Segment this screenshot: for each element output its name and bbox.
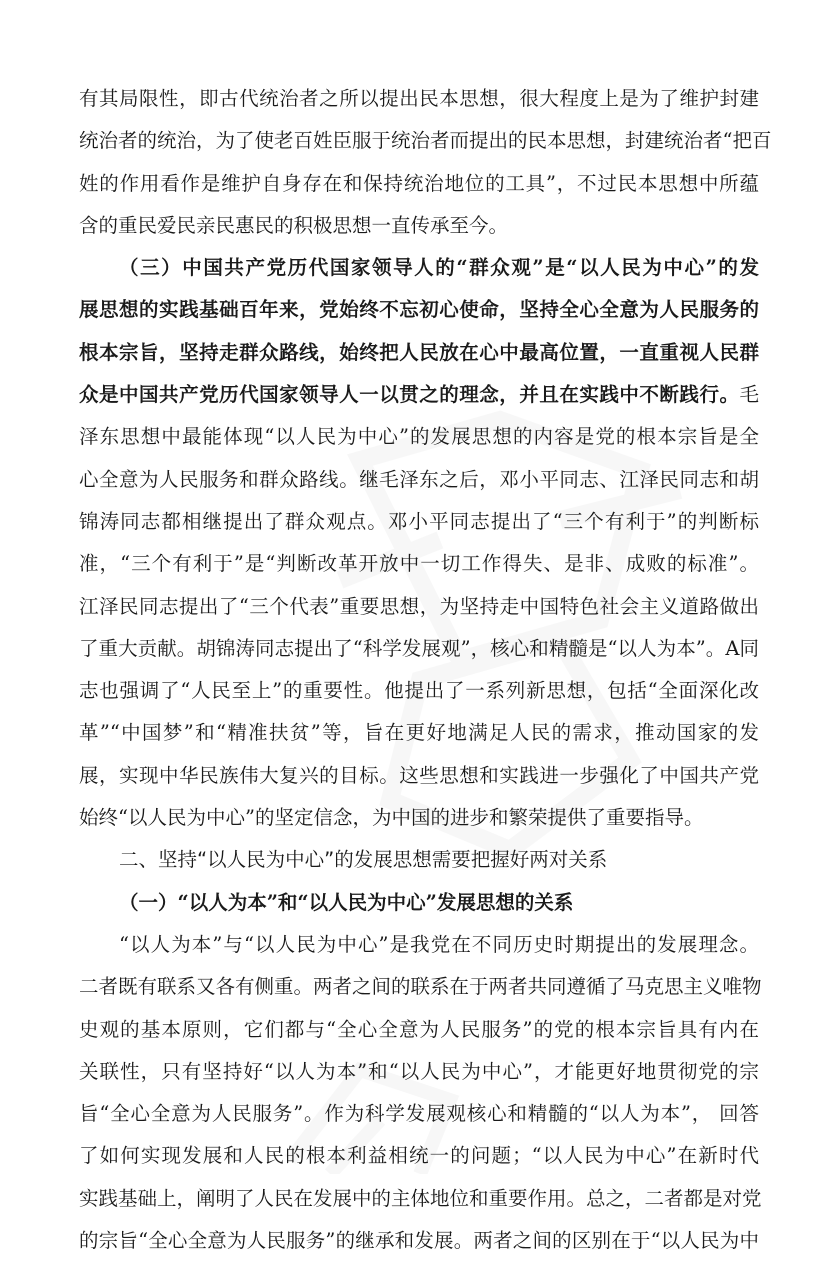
section-heading-3-line: （三）中国共产党历代国家领导人的“群众观”是“以人民为中心”的发 — [119, 256, 759, 280]
text-line: 关联性，只有坚持好“以人为本”和“以人民为中心”，才能更好地贯彻党的宗 — [79, 1059, 759, 1083]
text-line: 统治者的统治，为了使老百姓臣服于统治者而提出的民本思想，封建统治者“把百 — [79, 129, 772, 153]
text-line: 革”“中国梦”和“精准扶贫”等，旨在更好地满足人民的需求，推动国家的发 — [79, 721, 759, 745]
text-line: 含的重民爱民亲民惠民的积极思想一直传承至今。 — [79, 213, 509, 237]
text-line: 实践基础上，阐明了人民在发展中的主体地位和重要作用。总之，二者都是对党 — [79, 1186, 762, 1210]
text-line: 江泽民同志提出了“三个代表”重要思想，为坚持走中国特色社会主义道路做出 — [79, 594, 759, 618]
text-line: 心全意为人民服务和群众路线。继毛泽东之后，邓小平同志、江泽民同志和胡 — [79, 467, 759, 491]
body-text — [79, 78, 772, 1262]
text-line: 准，“三个有利于”是“判断改革开放中一切工作得失、是非、成败的标准”。 — [79, 552, 759, 576]
text-line: 旨“全心全意为人民服务”。作为科学发展观核心和精髓的“以人为本”， 回答 — [79, 1102, 759, 1126]
subsection-heading-1: （一）“以人为本”和“以人民为中心”发展思想的关系 — [119, 890, 574, 914]
text-line: “以人为本”与“以人民为中心”是我党在不同历史时期提出的发展理念。 — [119, 932, 759, 956]
text-line: 的宗旨“全心全意为人民服务”的继承和发展。两者之间的区别在于“以人民为中 — [79, 1229, 759, 1253]
text-line: 泽东思想中最能体现“以人民为中心”的发展思想的内容是党的根本宗旨是全 — [79, 425, 759, 449]
text-line: 了如何实现发展和人民的根本利益相统一的问题；“以人民为中心”在新时代 — [79, 1144, 759, 1168]
text-line: 展，实现中华民族伟大复兴的目标。这些思想和实践进一步强化了中国共产党 — [79, 763, 759, 787]
bold-segment: 众是中国共产党历代国家领导人一以贯之的理念，并且在实践中不断践行。 — [79, 383, 740, 407]
text-line: 史观的基本原则，它们都与“全心全意为人民服务”的党的根本宗旨具有内在 — [79, 1017, 759, 1041]
text-line: 了重大贡献。胡锦涛同志提出了“科学发展观”，核心和精髓是“以人为本”。A同 — [79, 636, 759, 660]
section-heading-2: 二、坚持“以人民为中心”的发展思想需要把握好两对关系 — [119, 848, 608, 872]
text-line: 有其局限性，即古代统治者之所以提出民本思想，很大程度上是为了维护封建 — [79, 87, 759, 110]
mixed-text-line — [79, 374, 759, 416]
text-line: 志也强调了“人民至上”的重要性。他提出了一系列新思想，包括“全面深化改 — [79, 679, 759, 703]
text-line: 姓的作用看作是维护自身存在和保持统治地位的工具”，不过民本思想中所蕴 — [79, 171, 759, 195]
text-line: 始终“以人民为中心”的坚定信念，为中国的进步和繁荣提供了重要指导。 — [79, 806, 704, 830]
plain-segment: 毛 — [739, 383, 759, 407]
bold-text-line: 展思想的实践基础百年来，党始终不忘初心使命，坚持全心全意为人民服务的 — [79, 298, 759, 322]
bold-text-line: 根本宗旨，坚持走群众路线，始终把人民放在心中最高位置，一直重视人民群 — [79, 340, 759, 364]
text-line: 二者既有联系又各有侧重。两者之间的联系在于两者共同遵循了马克思主义唯物 — [79, 975, 762, 999]
text-line: 锦涛同志都相继提出了群众观点。邓小平同志提出了“三个有利于”的判断标 — [79, 509, 759, 533]
